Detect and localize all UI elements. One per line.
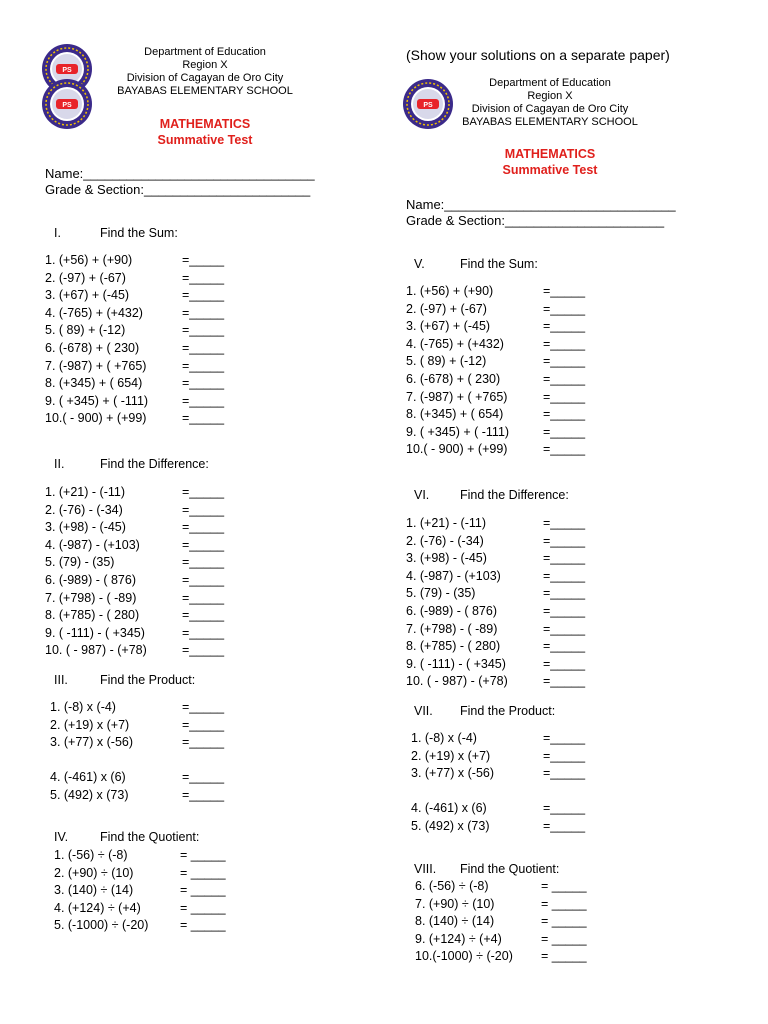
answer-blank[interactable]: =_____ <box>182 502 225 517</box>
answer-blank[interactable]: =_____ <box>543 533 586 548</box>
problem-text: 6. (-678) + ( 230) <box>45 340 140 355</box>
answer-blank[interactable]: =_____ <box>543 442 586 457</box>
problem-text: 1. (+56) + (+90) <box>406 284 494 298</box>
school-header <box>440 77 660 129</box>
answer-blank[interactable]: = _____ <box>541 896 587 911</box>
problem-text: 8. (140) ÷ (14) <box>415 914 495 929</box>
answer-blank[interactable]: =_____ <box>543 603 586 618</box>
answer-blank[interactable]: = _____ <box>541 931 587 946</box>
answer-blank[interactable]: =_____ <box>543 586 586 601</box>
name-field[interactable]: Name:________________________________ <box>406 197 676 212</box>
problem-text: 7. (+90) ÷ (10) <box>415 896 495 911</box>
department-label: Department of Education <box>144 46 266 58</box>
problem-text: 8. (+345) + ( 654) <box>45 376 143 391</box>
problem-text: 3. (140) ÷ (14) <box>54 883 134 898</box>
answer-blank[interactable]: =_____ <box>543 568 586 583</box>
subject-title <box>440 146 660 178</box>
problem-text: 4. (+124) ÷ (+4) <box>54 900 141 915</box>
answer-blank[interactable]: =_____ <box>543 639 586 654</box>
answer-blank[interactable]: =_____ <box>543 407 586 422</box>
answer-blank[interactable]: =_____ <box>182 323 225 338</box>
answer-blank[interactable]: =_____ <box>182 393 225 408</box>
answer-blank[interactable]: = _____ <box>541 914 587 929</box>
answer-blank[interactable]: = _____ <box>180 865 226 880</box>
problem-text: 3. (+98) - (-45) <box>406 551 487 566</box>
answer-blank[interactable]: = _____ <box>541 879 587 893</box>
subject-label: MATHEMATICS <box>504 147 596 161</box>
answer-blank[interactable]: =_____ <box>182 787 225 802</box>
answer-blank[interactable]: =_____ <box>543 319 586 334</box>
problem-text: 1. (+21) - (-11) <box>406 516 486 530</box>
problem-text: 10. ( - 987) - (+78) <box>406 674 508 689</box>
problem-text: 5. (79) - (35) <box>45 555 115 570</box>
answer-blank[interactable]: =_____ <box>182 340 225 355</box>
problem-text: 2. (-76) - (-34) <box>406 533 484 548</box>
section-heading <box>414 257 538 271</box>
answer-blank[interactable]: =_____ <box>182 358 225 373</box>
test-type-label: Summative Test <box>157 133 253 147</box>
problem-text: 1. (-8) x (-4) <box>411 731 477 745</box>
problem-text: 5. ( 89) + (-12) <box>45 323 126 338</box>
answer-blank[interactable]: =_____ <box>543 389 586 404</box>
answer-blank[interactable]: =_____ <box>543 424 586 439</box>
answer-blank[interactable]: =_____ <box>543 336 586 351</box>
problem-text: 7. (-987) + ( +765) <box>45 358 147 373</box>
division-label: Division of Cagayan de Oro City <box>126 72 284 84</box>
problem-text: 10. ( - 987) - (+78) <box>45 643 147 658</box>
problem-text: 4. (-461) x (6) <box>411 801 487 815</box>
problem-text: 3. (+67) + (-45) <box>406 319 491 334</box>
section-number: V. <box>414 257 425 271</box>
answer-blank[interactable]: =_____ <box>182 572 225 587</box>
answer-blank[interactable]: =_____ <box>543 354 586 369</box>
problem-text: 3. (+77) x (-56) <box>411 766 495 781</box>
division-label: Division of Cagayan de Oro City <box>471 103 629 115</box>
problem-text: 5. (492) x (73) <box>50 787 129 802</box>
section-title: Find the Sum: <box>100 226 178 240</box>
problem-text: 7. (+798) - ( -89) <box>406 621 498 636</box>
answer-blank[interactable]: =_____ <box>543 656 586 671</box>
answer-blank[interactable]: =_____ <box>543 731 586 745</box>
answer-blank[interactable]: =_____ <box>182 288 225 303</box>
problem-text: 1. (-56) ÷ (-8) <box>54 848 128 862</box>
section-title: Find the Product: <box>100 673 196 687</box>
problem-text: 3. (+98) - (-45) <box>45 520 126 535</box>
problem-text: 5. (492) x (73) <box>411 818 490 833</box>
school-name: BAYABAS ELEMENTARY SCHOOL <box>117 85 293 97</box>
name-field[interactable]: Name:________________________________ <box>45 166 315 181</box>
problem-text: 3. (+77) x (-56) <box>50 735 134 750</box>
instruction-note: (Show your solutions on a separate paper) <box>406 47 670 63</box>
section-number: I. <box>54 226 61 240</box>
problem-text: 8. (+345) + ( 654) <box>406 407 504 422</box>
answer-blank[interactable]: =_____ <box>182 770 225 784</box>
answer-blank[interactable]: =_____ <box>182 717 225 732</box>
section-heading <box>414 704 555 718</box>
answer-blank[interactable]: =_____ <box>182 485 225 499</box>
grade-section-field[interactable]: Grade & Section:_______________________ <box>45 182 311 197</box>
problem-text: 6. (-56) ÷ (-8) <box>415 879 489 893</box>
answer-blank[interactable]: =_____ <box>543 748 586 763</box>
problem-text: 9. (+124) ÷ (+4) <box>415 931 502 946</box>
answer-blank[interactable]: =_____ <box>182 376 225 391</box>
answer-blank[interactable]: =_____ <box>182 305 225 320</box>
problem-text: 2. (-97) + (-67) <box>45 270 126 285</box>
problem-text: 8. (+785) - ( 280) <box>406 639 501 654</box>
answer-blank[interactable]: =_____ <box>182 735 225 750</box>
problem-text: 10.(-1000) ÷ (-20) <box>415 949 513 964</box>
answer-blank[interactable]: =_____ <box>182 270 225 285</box>
section-heading <box>414 488 569 502</box>
problem-text: 2. (+19) x (+7) <box>50 717 130 732</box>
problem-text: 1. (-8) x (-4) <box>50 700 116 714</box>
answer-blank[interactable]: =_____ <box>182 700 225 714</box>
problem-text: 9. ( +345) + ( -111) <box>45 393 149 408</box>
answer-blank[interactable]: =_____ <box>182 643 225 658</box>
section-heading <box>54 226 178 240</box>
section-number: II. <box>54 457 65 471</box>
answer-blank[interactable]: =_____ <box>543 301 586 316</box>
answer-blank[interactable]: =_____ <box>543 621 586 636</box>
answer-blank[interactable]: =_____ <box>543 284 586 298</box>
section-title: Find the Product: <box>460 704 556 718</box>
school-seal-icon <box>41 78 93 130</box>
problem-text: 3. (+67) + (-45) <box>45 288 130 303</box>
problem-text: 4. (-461) x (6) <box>50 770 126 784</box>
school-header <box>95 46 315 98</box>
problem-text: 10.( - 900) + (+99) <box>45 411 147 426</box>
test-type-label: Summative Test <box>502 163 598 177</box>
problem-text: 6. (-989) - ( 876) <box>45 572 137 587</box>
answer-blank[interactable]: = _____ <box>180 883 226 898</box>
section-title: Find the Quotient: <box>460 862 560 876</box>
answer-blank[interactable]: =_____ <box>543 674 586 689</box>
answer-blank[interactable]: =_____ <box>543 551 586 566</box>
answer-blank[interactable]: =_____ <box>182 555 225 570</box>
answer-blank[interactable]: = _____ <box>541 949 587 964</box>
section-heading <box>54 830 199 844</box>
problem-text: 7. (-987) + ( +765) <box>406 389 508 404</box>
answer-blank[interactable]: =_____ <box>182 411 225 426</box>
department-label: Department of Education <box>489 77 611 89</box>
answer-blank[interactable]: =_____ <box>182 520 225 535</box>
answer-blank[interactable]: =_____ <box>543 818 586 833</box>
answer-blank[interactable]: =_____ <box>182 537 225 552</box>
problem-text: 9. ( +345) + ( -111) <box>406 424 510 439</box>
region-label: Region X <box>527 90 573 102</box>
problem-text: 2. (+90) ÷ (10) <box>54 865 134 880</box>
answer-blank[interactable]: =_____ <box>182 253 225 267</box>
answer-blank[interactable]: =_____ <box>543 371 586 386</box>
school-name: BAYABAS ELEMENTARY SCHOOL <box>462 116 638 128</box>
subject-label: MATHEMATICS <box>159 117 251 131</box>
section-heading <box>414 862 559 876</box>
problem-text: 5. (-1000) ÷ (-20) <box>54 918 149 933</box>
problem-text: 5. (79) - (35) <box>406 586 476 601</box>
problem-text: 1. (+56) + (+90) <box>45 253 133 267</box>
section-title: Find the Difference: <box>100 457 209 471</box>
subject-title <box>95 116 315 148</box>
answer-blank[interactable]: = _____ <box>180 918 226 933</box>
section-title: Find the Quotient: <box>100 830 200 844</box>
problem-text: 9. ( -111) - ( +345) <box>406 656 506 671</box>
answer-blank[interactable]: =_____ <box>182 590 225 605</box>
problem-text: 4. (-765) + (+432) <box>45 305 143 320</box>
problem-text: 8. (+785) - ( 280) <box>45 608 140 623</box>
problem-text: 6. (-989) - ( 876) <box>406 603 498 618</box>
region-label: Region X <box>182 59 228 71</box>
problem-text: 9. ( -111) - ( +345) <box>45 625 145 640</box>
section-number: VI. <box>414 488 430 502</box>
problem-text: 7. (+798) - ( -89) <box>45 590 137 605</box>
section-number: IV. <box>54 830 69 844</box>
answer-blank[interactable]: =_____ <box>182 608 225 623</box>
problem-text: 2. (-76) - (-34) <box>45 502 123 517</box>
problem-text: 4. (-987) - (+103) <box>45 537 140 552</box>
answer-blank[interactable]: =_____ <box>543 516 586 530</box>
answer-blank[interactable]: =_____ <box>182 625 225 640</box>
section-title: Find the Sum: <box>460 257 538 271</box>
answer-blank[interactable]: = _____ <box>180 848 226 862</box>
section-heading <box>54 457 209 471</box>
problem-text: 2. (+19) x (+7) <box>411 748 491 763</box>
answer-blank[interactable]: = _____ <box>180 900 226 915</box>
problem-text: 4. (-765) + (+432) <box>406 336 504 351</box>
section-number: VII. <box>414 704 433 718</box>
grade-section-field[interactable]: Grade & Section:______________________ <box>406 213 665 228</box>
problem-text: 4. (-987) - (+103) <box>406 568 501 583</box>
problem-text: 6. (-678) + ( 230) <box>406 371 501 386</box>
problem-text: 1. (+21) - (-11) <box>45 485 125 499</box>
section-title: Find the Difference: <box>460 488 569 502</box>
answer-blank[interactable]: =_____ <box>543 766 586 781</box>
section-number: III. <box>54 673 68 687</box>
section-heading <box>54 673 195 687</box>
problem-text: 5. ( 89) + (-12) <box>406 354 487 369</box>
problem-text: 2. (-97) + (-67) <box>406 301 487 316</box>
problem-text: 10.( - 900) + (+99) <box>406 442 508 457</box>
answer-blank[interactable]: =_____ <box>543 801 586 815</box>
section-number: VIII. <box>414 862 437 876</box>
